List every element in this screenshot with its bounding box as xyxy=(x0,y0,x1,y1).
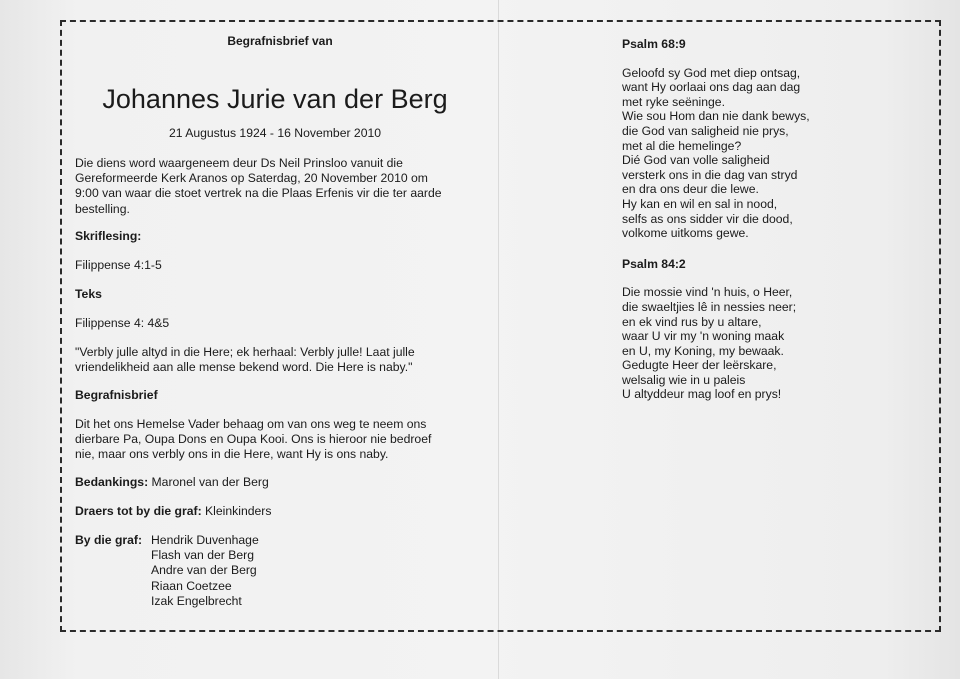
psalm-line: Die mossie vind 'n huis, o Heer, xyxy=(622,285,793,300)
right-page xyxy=(622,37,922,402)
bydiegraf-name: Riaan Coetzee xyxy=(151,578,232,593)
psalm-line: en U, my Koning, my bewaak. xyxy=(622,343,784,358)
psalm2-stanza xyxy=(622,285,922,402)
psalm-line: Gedugte Heer der leërskare, xyxy=(622,358,777,373)
psalm-line: en dra ons deur die lewe. xyxy=(622,182,759,197)
psalm-line: selfs as ons sidder vir die dood, xyxy=(622,211,793,226)
teks-heading: Teks xyxy=(75,287,102,301)
psalm-line: welsalig wie in u paleis xyxy=(622,372,746,387)
bydiegraf-block xyxy=(75,533,475,613)
psalm-line: Geloofd sy God met diep ontsag, xyxy=(622,65,801,80)
bydiegraf-names xyxy=(151,533,259,609)
skriflesing-value: Filippense 4:1-5 xyxy=(75,258,162,272)
psalm2-title: Psalm 84:2 xyxy=(622,256,686,271)
psalm-line: versterk ons in die dag van stryd xyxy=(622,167,798,182)
quote-line: "Verbly julle altyd in die Here; ek herhaal: Verbly julle! Laat julle xyxy=(75,345,415,359)
bedankings-value: Maronel van der Berg xyxy=(148,475,269,489)
service-line: Die diens word waargeneem deur Ds Neil Prinsloo vanuit die xyxy=(75,156,403,170)
draers-label: Draers tot by die graf: xyxy=(75,504,202,518)
psalm-line: met ryke seëninge. xyxy=(622,94,725,109)
bydiegraf-name: Andre van der Berg xyxy=(151,563,257,578)
service-line: Gereformeerde Kerk Aranos op Saterdag, 20 November 2010 om xyxy=(75,171,428,186)
deceased-name: Johannes Jurie van der Berg xyxy=(102,84,448,114)
begrafnisbrief-line: nie, maar ons verbly ons in die Here, want Hy is ons naby. xyxy=(75,447,389,462)
life-dates: 21 Augustus 1924 - 16 November 2010 xyxy=(168,126,382,140)
bydiegraf-label: By die graf: xyxy=(75,533,143,547)
psalm-line: volkome uitkoms gewe. xyxy=(622,226,749,241)
psalm1-title: Psalm 68:9 xyxy=(622,37,686,51)
psalm-line: U altyddeur mag loof en prys! xyxy=(622,387,782,402)
psalm-line: en ek vind rus by u altare, xyxy=(622,314,762,329)
begrafnisbrief-line: Dit het ons Hemelse Vader behaag om van ons weg te neem ons xyxy=(75,417,427,431)
psalm-line: die God van saligheid nie prys, xyxy=(622,123,789,138)
psalm1-stanza xyxy=(622,66,922,241)
draers-value: Kleinkinders xyxy=(201,504,272,518)
page-header: Begrafnisbrief van xyxy=(227,34,333,48)
psalm-line: waar U vir my 'n woning maak xyxy=(622,329,785,344)
bydiegraf-name: Flash van der Berg xyxy=(151,548,254,563)
psalm-line: Wie sou Hom dan nie dank bewys, xyxy=(622,109,810,124)
bedankings-label: Bedankings: xyxy=(75,475,149,489)
psalm-line: Dié God van volle saligheid xyxy=(622,153,770,168)
draers-row xyxy=(75,504,271,519)
begrafnisbrief-paragraph xyxy=(75,417,475,463)
service-line: 9:00 van waar die stoet vertrek na die Plaas Erfenis vir die ter aarde xyxy=(75,186,442,201)
service-line: bestelling. xyxy=(75,201,130,216)
skriflesing-heading: Skriflesing: xyxy=(75,229,142,243)
bedankings-row xyxy=(75,475,269,490)
begrafnisbrief-line: dierbare Pa, Oupa Dons en Oupa Kooi. Ons is hieroor nie bedroef xyxy=(75,432,432,447)
quote-paragraph xyxy=(75,345,475,375)
begrafnisbrief-heading: Begrafnisbrief xyxy=(75,388,158,402)
teks-value: Filippense 4: 4&5 xyxy=(75,316,170,330)
bydiegraf-name: Izak Engelbrecht xyxy=(151,593,242,608)
psalm-line: met al die hemelinge? xyxy=(622,138,742,153)
psalm-line: die swaeltjies lê in nessies neer; xyxy=(622,299,797,314)
quote-line: vriendelikheid aan alle mense bekend word. Die Here is naby." xyxy=(75,360,413,375)
psalm-line: Hy kan en wil en sal in nood, xyxy=(622,196,778,211)
bydiegraf-name: Hendrik Duvenhage xyxy=(151,533,259,547)
service-paragraph xyxy=(75,156,475,217)
left-page xyxy=(75,34,495,608)
psalm-line: want Hy oorlaai ons dag aan dag xyxy=(622,80,801,95)
